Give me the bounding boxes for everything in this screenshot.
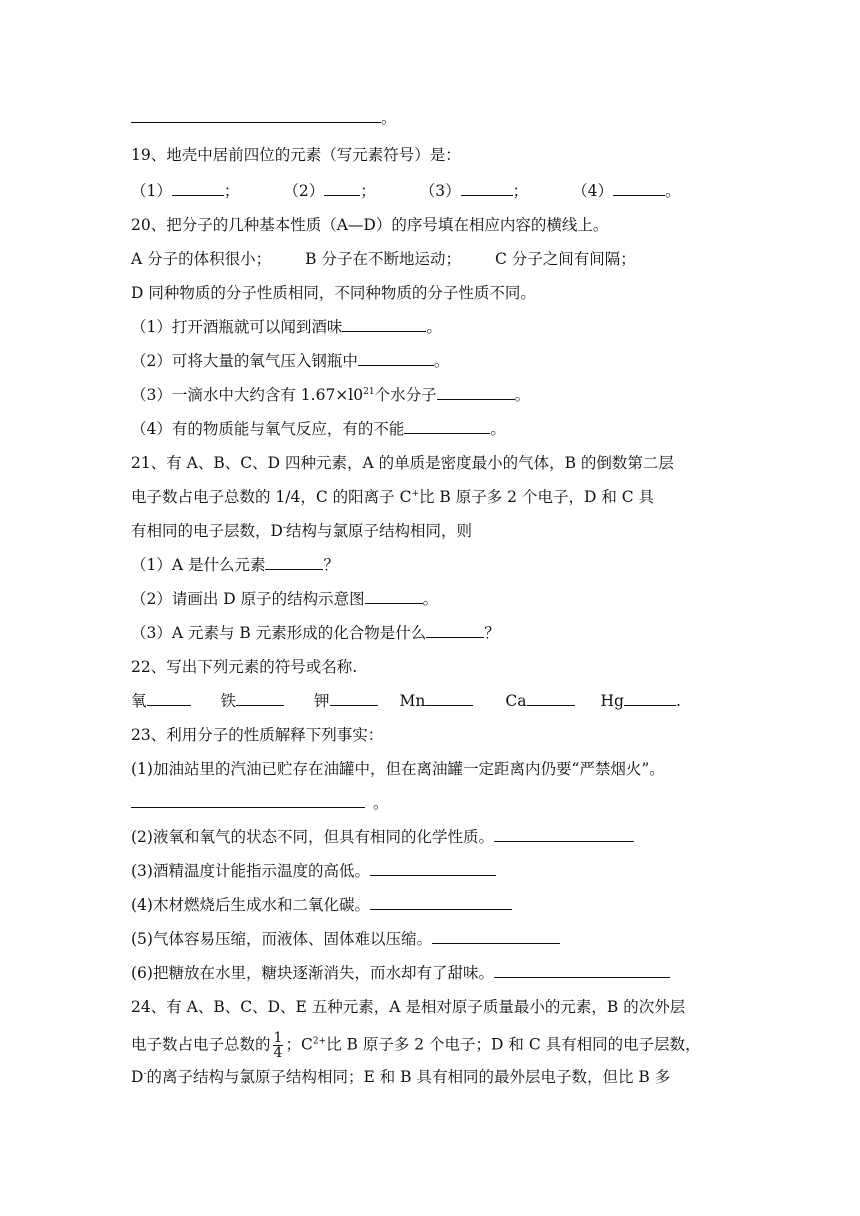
fraction-one-quarter: $\frac{1}{4}$ xyxy=(273,1030,283,1061)
question-23-sub-6: (6)把糖放在水里，糖块逐渐消失，而水却有了甜味。 xyxy=(131,963,670,983)
question-23-sub-1: (1)加油站里的汽油已贮存在油罐中，但在离油罐一定距离内仍要“严禁烟火”。 xyxy=(131,760,665,778)
question-20-sub-1: （1）打开酒瓶就可以闻到酒味 。 xyxy=(131,318,442,336)
blank-22-3[interactable] xyxy=(330,691,378,706)
option-a: A 分子的体积很小； xyxy=(131,250,272,268)
answer-blank[interactable] xyxy=(235,108,381,123)
blank-20-1[interactable] xyxy=(342,317,426,332)
question-23-sub-1-answer: 。 xyxy=(131,793,389,813)
blank-23-3[interactable] xyxy=(370,861,496,876)
question-20-sub-2: （2）可将大量的氧气压入钢瓶中 。 xyxy=(131,352,450,370)
option-c: C 分子之间有间隔； xyxy=(494,250,636,268)
blank-23-5[interactable] xyxy=(432,929,560,944)
blank-22-2[interactable] xyxy=(236,691,284,706)
question-23-sub-3: (3)酒精温度计能指示温度的高低。 xyxy=(131,861,496,881)
blank-21-1[interactable] xyxy=(265,555,323,570)
blank-23-2[interactable] xyxy=(494,827,634,842)
question-23-sub-5: (5)气体容易压缩，而液体、固体难以压缩。 xyxy=(131,929,560,949)
blank-19-2[interactable] xyxy=(324,181,360,196)
blank-22-1[interactable] xyxy=(147,691,191,706)
question-20-sub-4: （4）有的物质能与氧气反应，有的不能 。 xyxy=(131,420,506,438)
blank-22-5[interactable] xyxy=(527,691,575,706)
answer-blank[interactable] xyxy=(131,108,235,123)
question-19-blanks: （1） ； （2） ； （3） ； （4） 。 xyxy=(131,182,681,200)
answer-blank[interactable] xyxy=(269,793,365,808)
question-21-sub-3: （3）A 元素与 B 元素形成的化合物是什么 ？ xyxy=(131,624,500,642)
question-24-line-1: 24、有 A、B、C、D、E 五种元素，A 是相对原子质量最小的元素，B 的次外层 xyxy=(131,998,686,1016)
blank-23-6[interactable] xyxy=(494,963,670,978)
question-20-title: 20、把分子的几种基本性质（A—D）的序号填在相应内容的横线上。 xyxy=(131,216,609,234)
question-24-line-2: 电子数占电子总数的 $\frac{1}{4}$ ；$C^{2+}$比 B 原子多 2 个电子；D 和 C 具有相同的电子层数， xyxy=(131,1030,701,1061)
blank-19-3[interactable] xyxy=(461,181,513,196)
question-21-sub-1: （1）A 是什么元素 ？ xyxy=(131,556,339,574)
question-20-options xyxy=(131,249,636,269)
blank-19-4[interactable] xyxy=(613,181,665,196)
blank-23-4[interactable] xyxy=(370,895,512,910)
blank-22-6[interactable] xyxy=(624,691,676,706)
question-22-title: 22、写出下列元素的符号或名称. xyxy=(131,658,358,676)
question-21-line-1: 21、有 A、B、C、D 四种元素，A 的单质是密度最小的气体，B 的倒数第二层 xyxy=(131,454,674,472)
blank-20-4[interactable] xyxy=(404,419,490,434)
option-b: B 分子在不断地运动； xyxy=(305,250,461,268)
question-20-sub-3: （3）一滴水中大约含有 $1.67\times l0^{21}$个水分子 。 xyxy=(131,386,531,404)
blank-21-3[interactable] xyxy=(426,623,484,638)
question-23-sub-2: (2)液氧和氧气的状态不同，但具有相同的化学性质。 xyxy=(131,827,634,847)
blank-21-2[interactable] xyxy=(365,589,423,604)
answer-blank[interactable] xyxy=(131,793,269,808)
blank-19-1[interactable] xyxy=(172,181,224,196)
answer-line-continuation: 。 xyxy=(131,108,397,128)
question-24-line-3: D-的离子结构与氯原子结构相同；E 和 B 具有相同的最外层电子数，但比 B 多 xyxy=(131,1068,671,1086)
question-21-line-2: 电子数占电子总数的 1/4，C 的阳离子 C+比 B 原子多 2 个电子，D 和 C 具 xyxy=(131,488,655,506)
question-23-sub-4: (4)木材燃烧后生成水和二氧化碳。 xyxy=(131,895,512,915)
question-23-title: 23、利用分子的性质解释下列事实： xyxy=(131,726,384,744)
question-22-items: 氧 铁 钾 Mn Ca Hg . xyxy=(131,692,681,710)
blank-20-2[interactable] xyxy=(358,351,434,366)
blank-20-3[interactable] xyxy=(437,385,515,400)
option-d: D 同种物质的分子性质相同，不同种物质的分子性质不同。 xyxy=(131,284,536,302)
question-19-title: 19、地壳中居前四位的元素（写元素符号）是： xyxy=(131,146,461,164)
blank-22-4[interactable] xyxy=(425,691,473,706)
question-21-sub-2: （2）请画出 D 原子的结构示意图 。 xyxy=(131,590,439,608)
question-21-line-3: 有相同的电子层数，D-结构与氯原子结构相同，则 xyxy=(131,522,472,540)
